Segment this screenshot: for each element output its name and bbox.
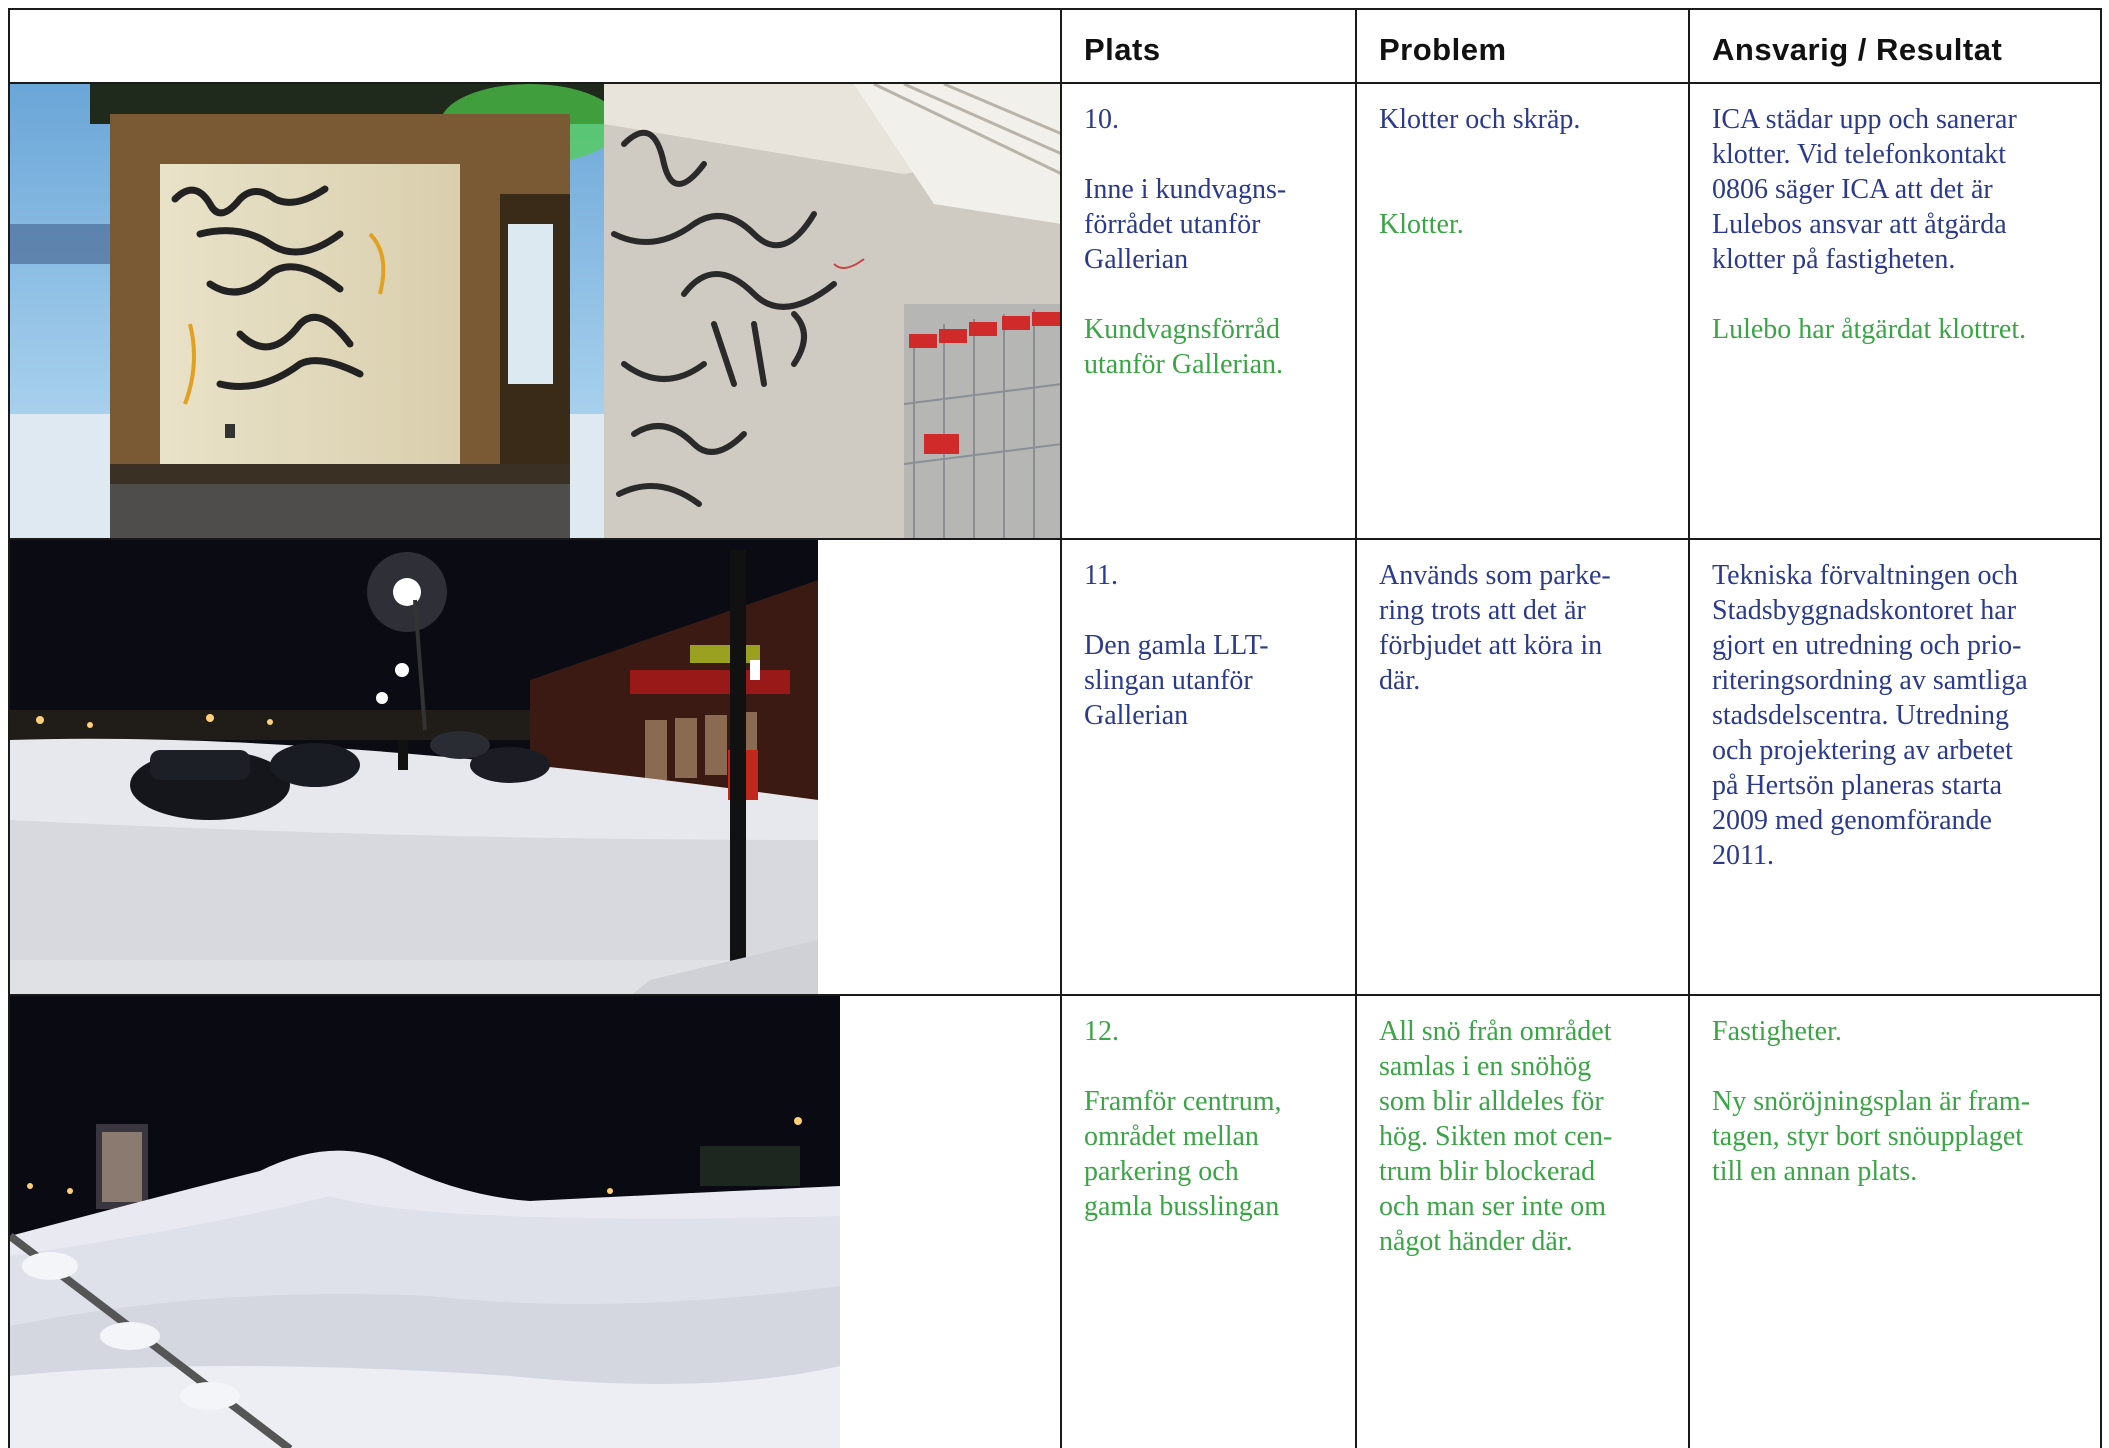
plats-number: 11. bbox=[1084, 560, 1118, 591]
ansvar-text-line: riteringsordning av samtliga bbox=[1712, 665, 2028, 696]
row-12-problem bbox=[1356, 995, 1689, 1448]
ansvar-result-line: tagen, styr bort snöupplaget bbox=[1712, 1121, 2024, 1152]
ansvar-result-line: till en annan plats. bbox=[1712, 1156, 1918, 1187]
problem-text-line: Används som parke- bbox=[1379, 560, 1611, 591]
header-ansvar: Ansvarig / Resultat bbox=[1689, 9, 2101, 83]
plats-text-line: förrådet utanför bbox=[1084, 209, 1261, 240]
photo-cart-storage-interior bbox=[604, 84, 1061, 539]
ansvar-text-line: Tekniska förvaltningen och bbox=[1712, 560, 2018, 591]
problem-text-line: hög. Sikten mot cen- bbox=[1379, 1121, 1613, 1152]
plats-number: 10. bbox=[1084, 104, 1119, 135]
problem-text-line: något händer där. bbox=[1379, 1226, 1573, 1257]
plats-text-line: gamla busslingan bbox=[1084, 1191, 1280, 1222]
photo-cart-shed-exterior bbox=[10, 84, 604, 539]
row-11-photo bbox=[9, 539, 1061, 995]
plats-text-line: parkering och bbox=[1084, 1156, 1239, 1187]
problem-text-line: trum blir blockerad bbox=[1379, 1156, 1596, 1187]
inspection-table bbox=[8, 8, 2102, 1448]
table-row bbox=[9, 995, 2101, 1448]
ansvar-text-line: 2009 med genomförande bbox=[1712, 805, 1992, 836]
plats-text-line: området mellan bbox=[1084, 1121, 1259, 1152]
plats-text-line: Gallerian bbox=[1084, 700, 1189, 731]
row-11-ansvar bbox=[1689, 539, 2101, 995]
row-11-plats bbox=[1061, 539, 1356, 995]
plats-text-line: Den gamla LLT- bbox=[1084, 630, 1269, 661]
ansvar-text-line: Lulebos ansvar att åtgärda bbox=[1712, 209, 2007, 240]
header-image-cell bbox=[9, 9, 1061, 83]
plats-number: 12. bbox=[1084, 1016, 1119, 1047]
plats-text-line: Inne i kundvagns- bbox=[1084, 174, 1287, 205]
ansvar-text-line: klotter på fastigheten. bbox=[1712, 244, 1956, 275]
ansvar-text-line: 2011. bbox=[1712, 840, 1774, 871]
row-10-problem bbox=[1356, 83, 1689, 539]
ansvar-text-line: Fastigheter. bbox=[1712, 1016, 1842, 1047]
plats-text-line: Framför centrum, bbox=[1084, 1086, 1282, 1117]
ansvar-result-line: Ny snöröjningsplan är fram- bbox=[1712, 1086, 2031, 1117]
problem-text-line: Klotter och skräp. bbox=[1379, 104, 1581, 135]
ansvar-text-line: ICA städar upp och sanerar bbox=[1712, 104, 2017, 135]
problem-text-line: All snö från området bbox=[1379, 1016, 1612, 1047]
problem-text-line: och man ser inte om bbox=[1379, 1191, 1607, 1222]
plats-text-line: slingan utanför bbox=[1084, 665, 1253, 696]
photo-parking-night bbox=[10, 540, 818, 995]
ansvar-text-line: gjort en utredning och prio- bbox=[1712, 630, 2022, 661]
ansvar-text-line: på Hertsön planeras starta bbox=[1712, 770, 2002, 801]
ansvar-result-line: Lulebo har åtgärdat klottret. bbox=[1712, 314, 2027, 345]
plats-text-line: Gallerian bbox=[1084, 244, 1189, 275]
ansvar-text-line: klotter. Vid telefonkontakt bbox=[1712, 139, 2007, 170]
ansvar-text-line: 0806 säger ICA att det är bbox=[1712, 174, 1993, 205]
header-plats: Plats bbox=[1061, 9, 1356, 83]
row-10-ansvar bbox=[1689, 83, 2101, 539]
photo-snow-pile bbox=[10, 996, 840, 1448]
ansvar-text-line: och projektering av arbetet bbox=[1712, 735, 2013, 766]
ansvar-text-line: stadsdelscentra. Utredning bbox=[1712, 700, 2010, 731]
problem-text-line: samlas i en snöhög bbox=[1379, 1051, 1592, 1082]
table-row bbox=[9, 539, 2101, 995]
header-problem: Problem bbox=[1356, 9, 1689, 83]
plats-result-line: utanför Gallerian. bbox=[1084, 349, 1284, 380]
table-row bbox=[9, 83, 2101, 539]
problem-result-line: Klotter. bbox=[1379, 209, 1464, 240]
plats-result-line: Kundvagnsförråd bbox=[1084, 314, 1280, 345]
row-10-plats bbox=[1061, 83, 1356, 539]
row-10-photos bbox=[9, 83, 1061, 539]
problem-text-line: som blir alldeles för bbox=[1379, 1086, 1604, 1117]
problem-text-line: där. bbox=[1379, 665, 1421, 696]
row-12-plats bbox=[1061, 995, 1356, 1448]
row-12-ansvar bbox=[1689, 995, 2101, 1448]
problem-text-line: förbjudet att köra in bbox=[1379, 630, 1603, 661]
row-11-problem bbox=[1356, 539, 1689, 995]
table-header-row bbox=[9, 9, 2101, 83]
ansvar-text-line: Stadsbyggnadskontoret har bbox=[1712, 595, 2017, 626]
row-12-photo bbox=[9, 995, 1061, 1448]
problem-text-line: ring trots att det är bbox=[1379, 595, 1586, 626]
